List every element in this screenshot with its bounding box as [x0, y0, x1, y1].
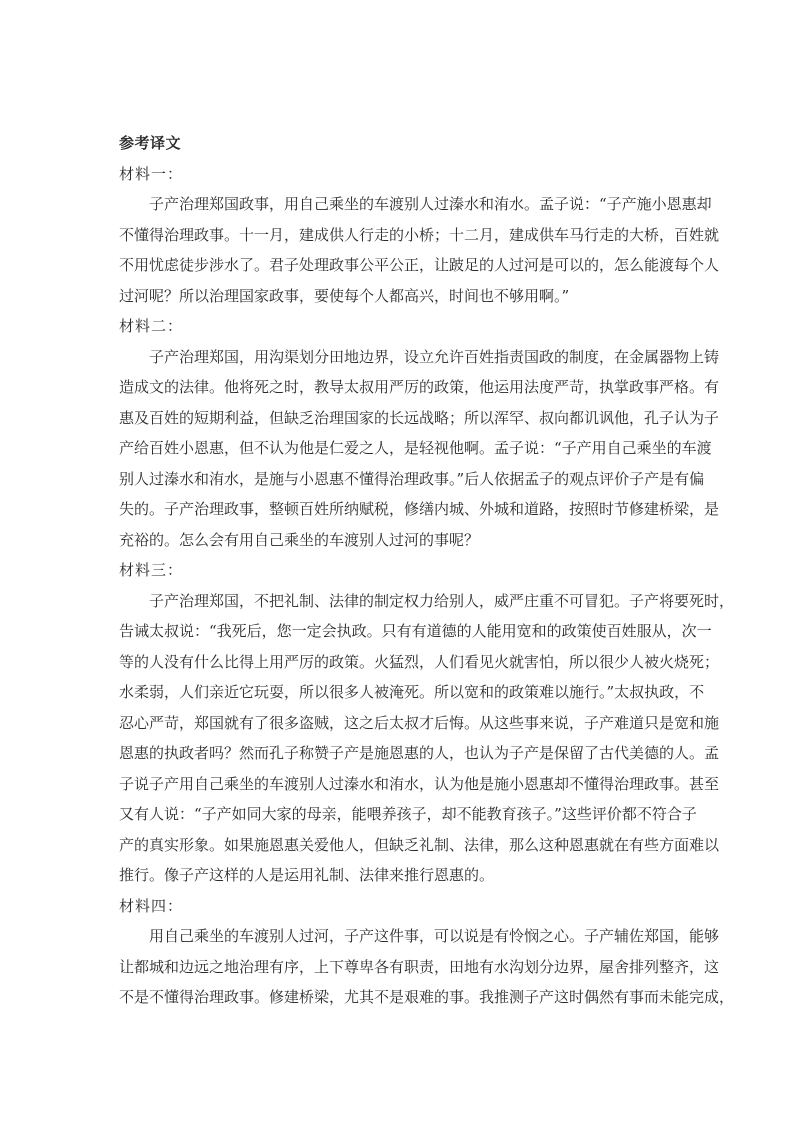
- section-label: 材料二：: [119, 317, 184, 335]
- text-line: 子产治理郑国，用沟渠划分田地边界，设立允许百姓指责国政的制度，在金属器物上铸: [149, 347, 720, 366]
- text-line: 推行。像子产这样的人是运用礼制、法律来推行恩惠的。: [119, 866, 495, 884]
- text-line: 产的真实形象。如果施恩惠关爱他人，但缺乏礼制、法律，那么这种恩惠就在有些方面难以: [119, 835, 720, 854]
- text-line: 子产治理郑国，不把礼制、法律的制定权力给别人，威严庄重不可冒犯。子产将要死时，: [149, 591, 735, 610]
- section-4: [119, 891, 735, 1013]
- text-line: 产给百姓小恩惠，但不认为他是仁爱之人，是轻视他啊。孟子说：“子产用自己乘坐的车渡: [119, 439, 712, 457]
- text-line: 别人过溱水和洧水，是施与小恩惠不懂得治理政事。”后人依据孟子的观点评价子产是有偏: [119, 469, 705, 488]
- section-2: [119, 311, 720, 555]
- section-1: [119, 159, 720, 312]
- section-label: 材料三：: [119, 561, 184, 579]
- text-line: 又有人说：“子产如同大家的母亲，能喂养孩子，却不能教育孩子。”这些评价都不符合子: [119, 805, 697, 823]
- text-line: 等的人没有什么比得上用严厉的政策。火猛烈，人们看见火就害怕，所以很少人被火烧死；: [119, 652, 720, 671]
- document-page: [119, 128, 735, 1013]
- section-paragraph: [119, 921, 735, 1013]
- text-line: 子产治理郑国政事，用自己乘坐的车渡别人过溱水和洧水。孟子说：“子产施小恩惠却: [149, 195, 712, 213]
- text-line: 惠及百姓的短期利益，但缺乏治理国家的长远战略；所以浑罕、叔向都讥讽他，孔子认为子: [119, 408, 720, 427]
- text-line: 忍心严苛，郑国就有了很多盗贼，这之后太叔才后悔。从这些事来说，子产难道只是宽和施: [119, 713, 720, 732]
- text-line: 充裕的。怎么会有用自己乘坐的车渡别人过河的事呢？: [119, 530, 480, 549]
- section-paragraph: [119, 342, 720, 556]
- text-line: 不懂得治理政事。十一月，建成供人行走的小桥；十二月，建成供车马行走的大桥，百姓就: [119, 225, 720, 244]
- text-line: 子说子产用自己乘坐的车渡别人过溱水和洧水，认为他是施小恩惠却不懂得治理政事。甚至: [119, 774, 720, 793]
- text-line: 用自己乘坐的车渡别人过河，子产这件事，可以说是有怜悯之心。子产辅佐郑国，能够: [149, 927, 720, 945]
- text-line: 过河呢？所以治理国家政事，要使每个人都高兴，时间也不够用啊。”: [119, 286, 570, 305]
- text-line: 不是不懂得治理政事。修建桥梁，尤其不是艰难的事。我推测子产这时偶然有事而未能完成，: [119, 988, 735, 1006]
- text-line: 造成文的法律。他将死之时，教导太叔用严厉的政策，他运用法度严苛，执掌政事严格。有: [119, 378, 720, 396]
- page-title: 参考译文: [119, 134, 182, 152]
- section-paragraph: [119, 586, 735, 891]
- text-line: 让都城和边远之地治理有序，上下尊卑各有职责，田地有水沟划分边界，屋舍排列整齐，这: [119, 957, 720, 976]
- text-line: 恩惠的执政者吗？然而孔子称赞子产是施恩惠的人，也认为子产是保留了古代美德的人。孟: [119, 744, 720, 762]
- section-3: [119, 555, 735, 891]
- section-label: 材料四：: [119, 896, 184, 915]
- text-line: 告诫太叔说：“我死后，您一定会执政。只有有道德的人能用宽和的政策使百姓服从，次一: [119, 622, 712, 640]
- text-line: 不用忧虑徒步涉水了。君子处理政事公平公正，让跛足的人过河是可以的，怎么能渡每个人: [119, 256, 720, 274]
- section-paragraph: [119, 189, 720, 311]
- text-line: 水柔弱，人们亲近它玩耍，所以很多人被淹死。所以宽和的政策难以施行。”太叔执政，不: [119, 683, 705, 701]
- section-label: 材料一：: [119, 164, 184, 183]
- text-line: 失的。子产治理政事，整顿百姓所纳赋税，修缮内城、外城和道路，按照时节修建桥梁，是: [119, 500, 720, 518]
